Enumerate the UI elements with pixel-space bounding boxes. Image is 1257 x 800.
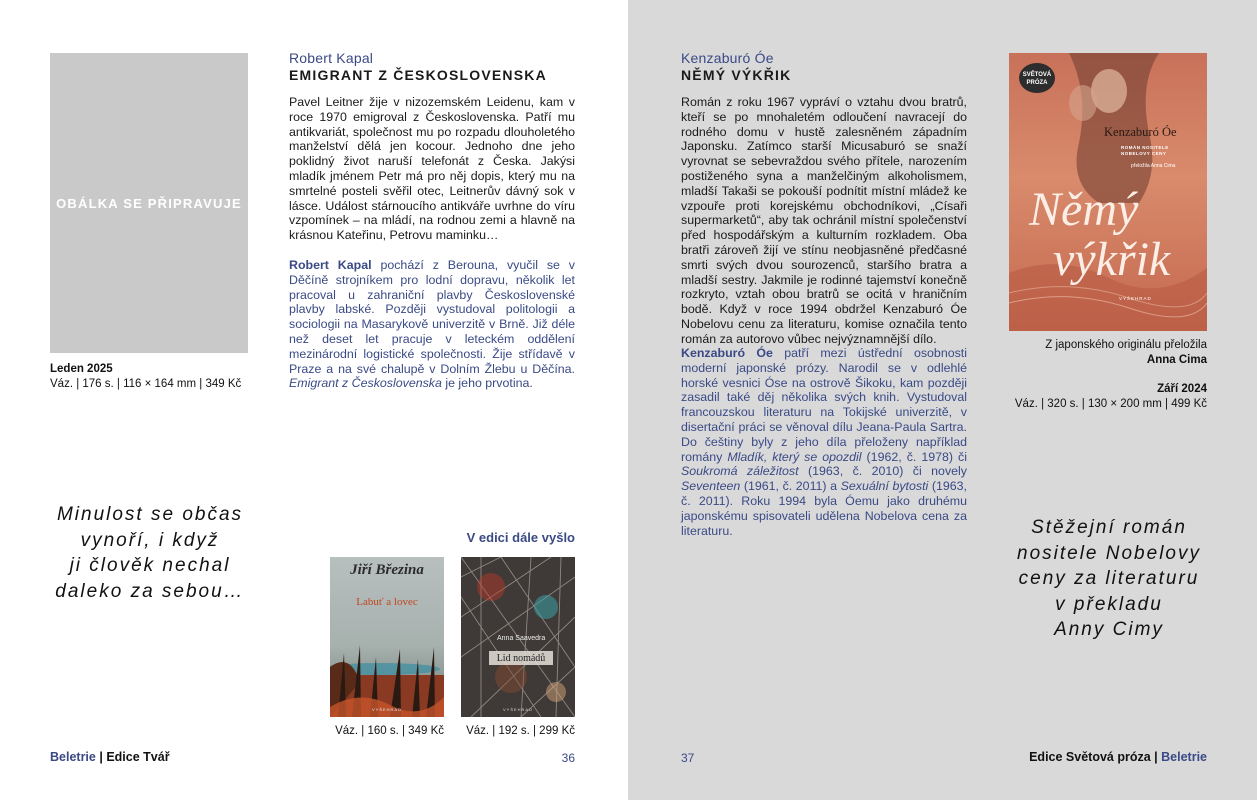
author-bio-part: (1963, č. 2011). Roku 1994 byla Óemu jako druhému japonskému spisovateli udělena Nobelova cena za literaturu. <box>681 479 967 538</box>
cover-author: Kenzaburó Óe <box>1104 125 1177 139</box>
author-bio-part: patří mezi ústřední osobnosti moderní japonské prózy. Narodil se v odlehlé horské vesnici Óse na ostrově Šikoku, kam později zasadil také děj několika svých knih. Vystudoval francouzskou literaturu na Tokijské univerzitě, v disertační práci se věnoval dílu Jeana-Paula Sartra. Do češtiny byly z jeho díla přeloženy například romány <box>681 346 967 464</box>
series-badge: SVĚTOVÁ PRÓZA <box>1019 63 1055 93</box>
cover-title: Lid nomádů <box>496 653 546 664</box>
cover-author: Anna Saavedra <box>497 635 546 642</box>
author-bio-end: je jeho prvotina. <box>441 376 533 391</box>
quote-line: ji člověk nechal <box>69 555 231 576</box>
footer-separator: | <box>99 750 103 764</box>
cover-author: Jiří Březina <box>350 562 424 578</box>
left-footer <box>50 750 170 764</box>
author-bio-book: Emigrant z Československa <box>289 376 442 391</box>
cover-placeholder <box>50 53 248 353</box>
book-info <box>988 382 1207 411</box>
quote-line: vynoří, i když <box>80 529 220 551</box>
author-bio <box>681 346 967 538</box>
author-bio <box>289 258 575 391</box>
book-author: Kenzaburó Óe <box>681 50 774 66</box>
book2-meta: Váz. | 192 s. | 299 Kč <box>466 725 575 737</box>
pull-quote <box>30 502 270 604</box>
right-footer <box>958 750 1207 764</box>
release-date: Leden 2025 <box>50 363 113 375</box>
author-bio-name: Kenzaburó Óe <box>681 346 773 360</box>
cover-art <box>330 557 444 717</box>
also-published-heading: V edici dále vyšlo <box>466 530 575 545</box>
quote-line: Anny Cimy <box>1054 619 1164 640</box>
quote-line: v překladu <box>1055 593 1163 615</box>
release-meta: Váz. | 320 s. | 130 × 200 mm | 499 Kč <box>1014 397 1207 410</box>
left-page <box>0 0 628 800</box>
translator-info <box>1009 338 1207 367</box>
book-author: Robert Kapal <box>289 50 374 66</box>
release-meta: Váz. | 176 s. | 116 × 164 mm | 349 Kč <box>50 377 242 390</box>
book1-meta: Váz. | 160 s. | 349 Kč <box>335 725 444 737</box>
footer-edition: Edice Tvář <box>106 750 170 764</box>
cover-title: Labuť a lovec <box>356 596 418 608</box>
author-bio-text: pochází z Berouna, vyučil se v Děčíně strojníkem pro lodní dopravu, několik let pracoval u zahraniční plavby Československé plavby labské. Později vystudoval politologii a sociologii na Masarykově univerzitě v Brně. Již déle než deset let pracuje v leteckém oddělení mezinárodní logistické společnosti. Žije střídavě v Praze a na své chalupě v Dolním Žlebu u Děčína. <box>289 258 576 376</box>
cover-placeholder-label: OBÁLKA SE PŘIPRAVUJE <box>56 195 242 211</box>
cover-translator: přeložila Anna Cima <box>1131 163 1176 169</box>
cover-publisher: VYŠEHRAD <box>1119 296 1152 301</box>
book-title: NĚMÝ VÝKŘIK <box>681 67 792 83</box>
cover-publisher: VYŠEHRAD <box>371 707 402 712</box>
quote-line: Stěžejní román <box>1031 517 1187 538</box>
author-bio-part: Seventeen <box>681 479 741 494</box>
quote-line: ceny za literaturu <box>1018 568 1200 589</box>
page-number: 36 <box>561 751 575 765</box>
author-bio-part: Mladík, který se opozdil <box>727 449 862 464</box>
quote-line: nositele Nobelovy <box>1017 542 1201 564</box>
book-title: EMIGRANT Z ČESKOSLOVENSKA <box>289 67 547 83</box>
author-bio-part: (1961, č. 2011) a <box>740 479 841 494</box>
quote-line: daleko za sebou… <box>55 580 245 602</box>
translator-name: Anna Cima <box>1146 353 1207 366</box>
page-number: 37 <box>681 751 695 765</box>
footer-edition: Edice Světová próza <box>1029 750 1151 764</box>
footer-section: Beletrie <box>50 750 96 764</box>
cover-title: Němý výkřik <box>1029 183 1171 286</box>
author-bio-part: Sexuální bytosti <box>840 479 929 494</box>
book-info <box>50 362 270 391</box>
book-cover-nemy-vykrik[interactable] <box>1009 53 1207 331</box>
cover-subtitle: ROMÁN NOSITELE NOBELOVY CENY <box>1121 145 1169 156</box>
right-page <box>628 0 1257 800</box>
release-date: Září 2024 <box>1157 383 1207 395</box>
author-bio-part: Soukromá záležitost <box>681 464 799 479</box>
book-description: Pavel Leitner žije v nizozemském Leidenu, kam v roce 1970 emigroval z Československa. Patří mu antikvariát, společnost mu po rozpadu dlouholetého manželství dělá jen kocour. Jednoho dne jeho poklidný život naruší telefonát z Česka. Jakýsi mladík jménem Petr má pro něj dopis, který mu na smrtelné posteli svěřil otec, Leitnerův dávný sok v lásce. Událost stárnoucího antikváře uvrhne do víru vzpomínek – na mládí, na rodnou zemi a hlavně na krásnou Kateřinu, Petrovu maminku… <box>289 95 575 243</box>
book-cover-saavedra[interactable] <box>461 557 575 717</box>
footer-separator: | <box>1154 750 1158 764</box>
book-description: Román z roku 1967 vypráví o vztahu dvou bratrů, kteří se po mnohaletém odloučení navracejí do rodného domu v hustě zalesněném západním Japonsku. Zatímco starší Micusaburó se snaží vyrovnat se sebevraždou svého přítele, narozením postiženého syna a manželčiným alkoholismem, mladší Takaši se pokouší podnítit místní mládež ke vzpouře proti korejskému obchodníkovi, „Císaři supermarketů“, aby tak ochránil místní společenství před hospodářským a kulturním rozkladem. Oba bratři zároveň žijí ve stínu neobjasněné předčasné smrti svých dvou sourozenců, staršího bratra a mladší sestry. Jakmile je rodinné tajemství konečně rozkryto, vztah obou bratrů se ocitá v hraničním bodě. Když v roce 1994 obdržel Kenzaburó Óe Nobelovu cenu za literaturu, komise označila tento román za autorovo vůbec nejvýznamnější dílo. <box>681 95 967 346</box>
pull-quote <box>988 515 1230 643</box>
translator-label: Z japonského originálu přeložila <box>1045 339 1207 351</box>
author-bio-part: (1962, č. 1978) či <box>861 449 967 464</box>
book-cover-brezina[interactable] <box>330 557 444 717</box>
quote-line: Minulost se občas <box>56 504 244 525</box>
author-bio-name: Robert Kapal <box>289 258 372 272</box>
footer-section: Beletrie <box>1161 750 1207 764</box>
author-bio-part: (1963, č. 2010) či novely <box>798 464 967 479</box>
cover-publisher: VYŠEHRAD <box>502 707 533 712</box>
